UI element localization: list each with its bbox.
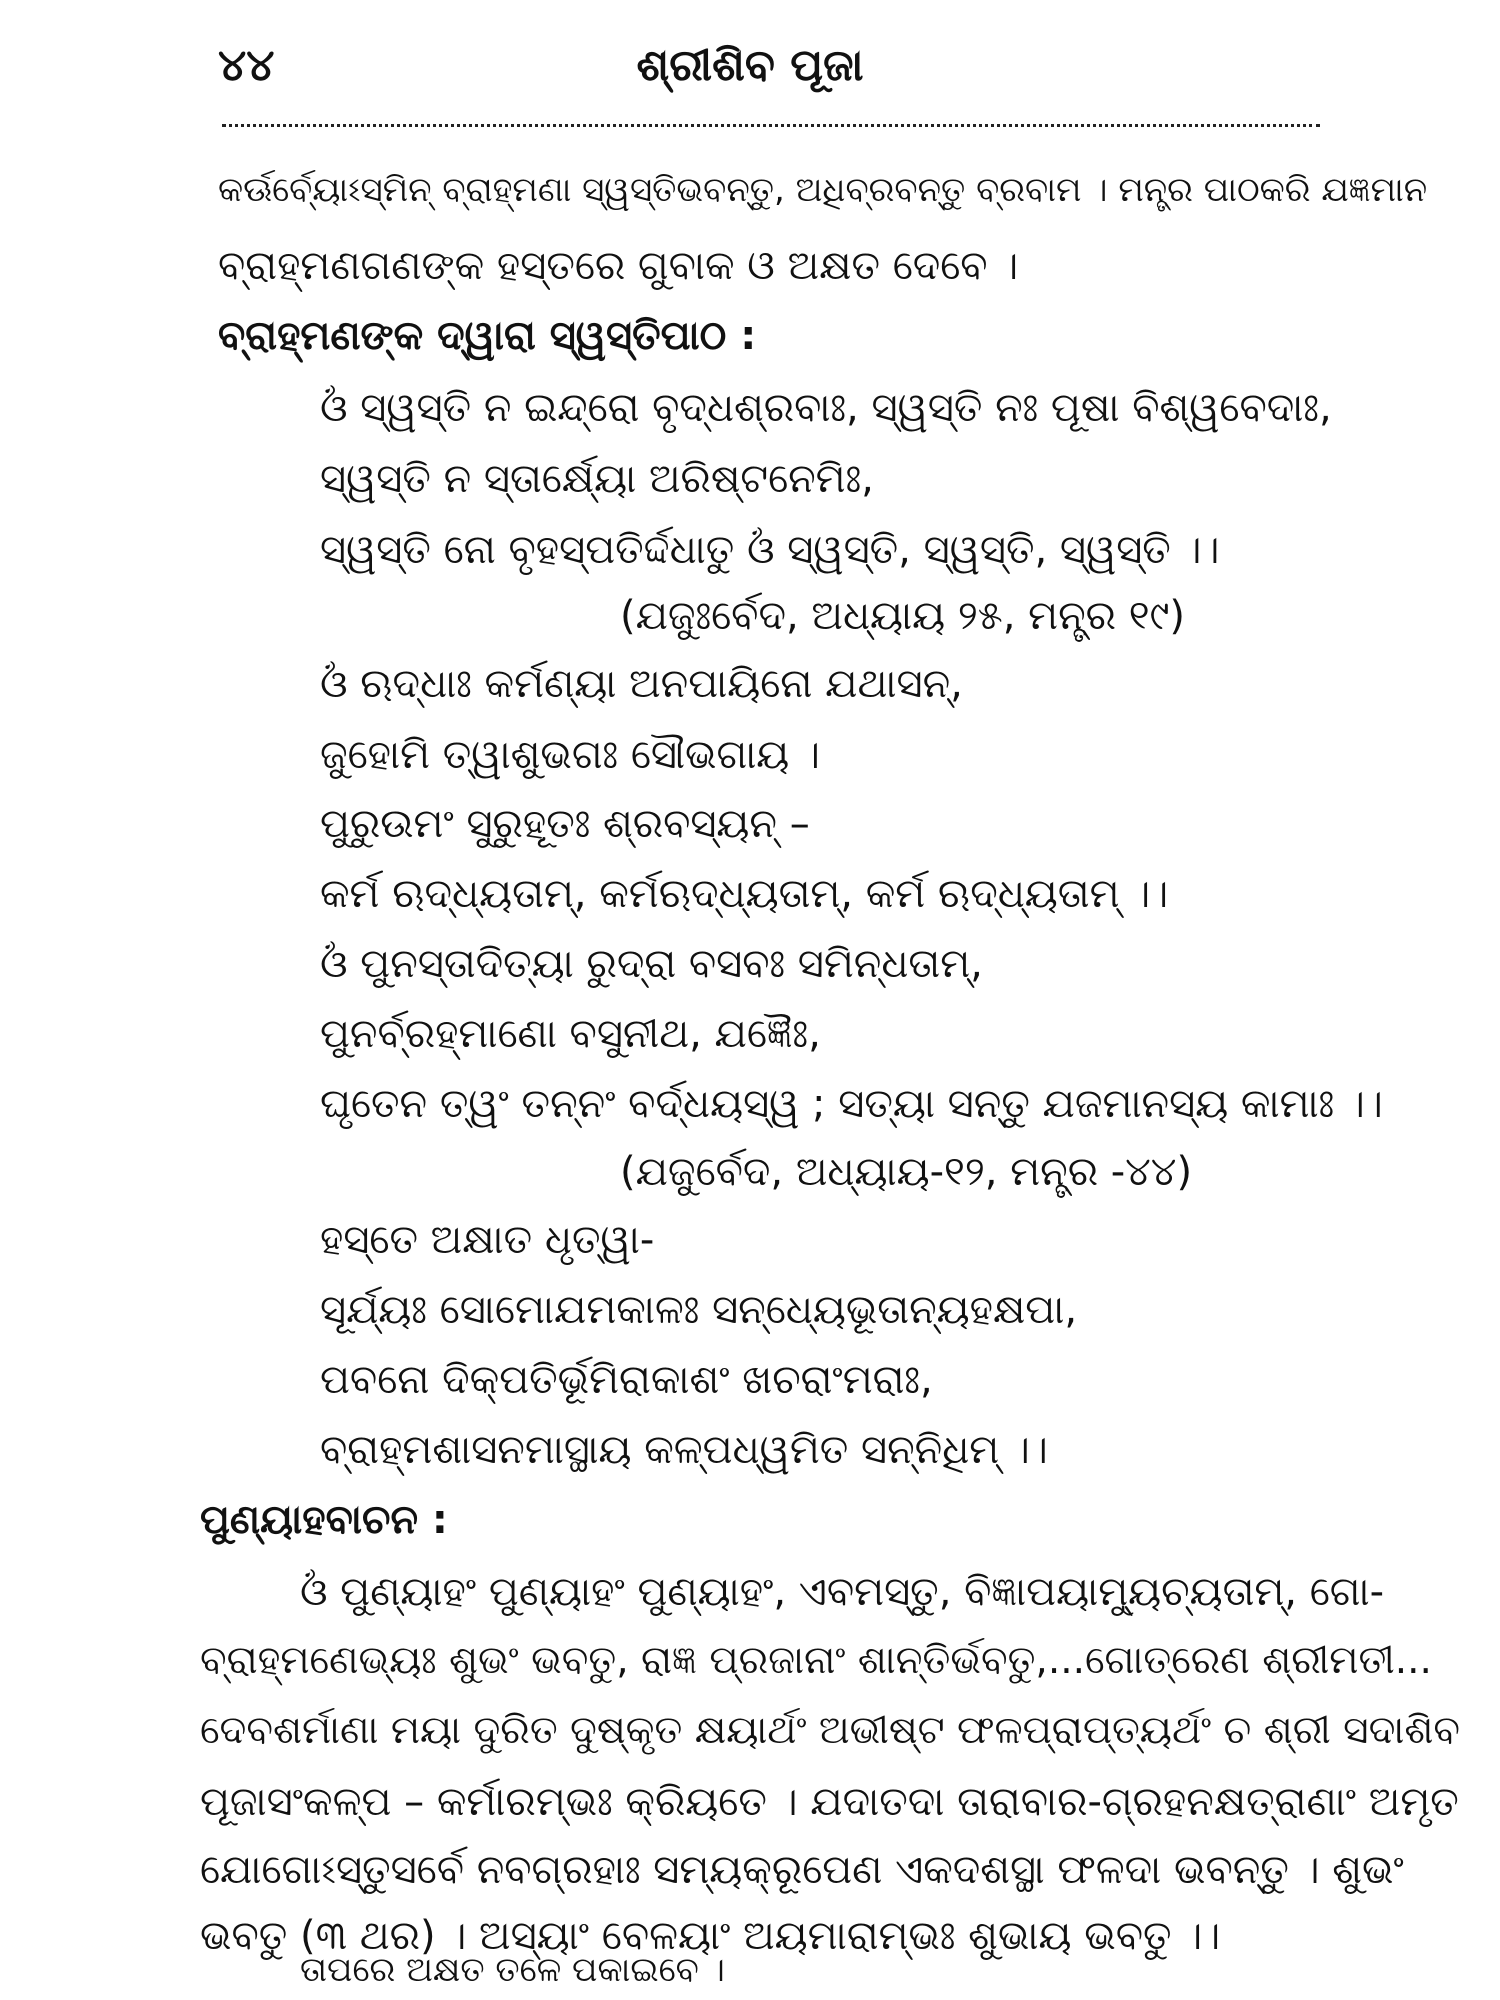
intro-line: ବ୍ରାହ୍ମଣଗଣଙ୍କ ହସ୍ତରେ ଗୁବାକ ଓ ଅକ୍ଷତ ଦେବେ । [218,243,1019,289]
verse-line: ଜୁହୋମି ତ୍ୱାଶୁଭଗଃ ସୌଭଗାୟ । [320,732,821,778]
verse-line: ହସ୍ତେ ଅକ୍ଷାତ ଧୃତ୍ୱା- [320,1217,655,1263]
verse-line: ସୂର୍ଯ୍ୟଃ ସୋମୋଯମକାଳଃ ସନ୍ଧ୍ୟେଭୂତାନ୍ୟହକ୍ଷପା, [320,1287,1078,1333]
paragraph-line: ଓଁ ପୁଣ୍ୟାହଂ ପୁଣ୍ୟାହଂ ପୁଣ୍ୟାହଂ, ଏବମସ୍ତୁ, ବିଜ୍ଞାପୟାମ୍ୟୁଚ୍ୟତାମ୍, ଗୋ- [300,1569,1385,1615]
header-dotted-rule [222,124,1320,127]
verse-line: ଘୃତେନ ତ୍ୱଂ ତନ୍ନଂ ବର୍ଦ୍ଧୟସ୍ୱ ; ସତ୍ୟା ସନ୍ତୁ ଯଜମାନସ୍ୟ କାମାଃ ।। [320,1081,1383,1127]
page-number: ୪୪ [218,40,275,91]
verse-line: ସ୍ୱସ୍ତି ନ ସ୍ତାର୍କ୍ଷ୍ୟୋ ଅରିଷ୍ଟନେମିଃ, [320,456,874,502]
verse-line: ଓଁ ପୁନସ୍ତାଦିତ୍ୟା ରୁଦ୍ରା ବସବଃ ସମିନ୍ଧତାମ୍, [320,941,983,987]
verse-line: ସ୍ୱସ୍ତି ନୋ ବୃହସ୍ପତିର୍ଦ୍ଦଧାତୁ ଓଁ ସ୍ୱସ୍ତି, ସ୍ୱସ୍ତି, ସ୍ୱସ୍ତି ।। [320,527,1220,573]
verse-line: ପବନୋ ଦିକ୍‌ପତିର୍ଭୂମିରାକାଶଂ ଖଚରାଂମରାଃ, [320,1357,933,1403]
paragraph-line: ପୂଜାସଂକଳ୍ପ – କର୍ମାରମ୍ଭଃ କ୍ରିୟତେ । ଯଦାତଦା ତାରାବାର-ଗ୍ରହନକ୍ଷତ୍ରାଣାଂ ଅମୃତ [200,1779,1459,1825]
verse-line: ପୁନର୍ବ୍ରହ୍ମାଣୋ ବସୁନୀଥ, ଯଜ୍ଞୈଃ, [320,1011,821,1057]
paragraph-line: ଯୋଗୋଽସ୍ତୁସର୍ବେ ନବଗ୍ରହାଃ ସମ୍ୟକ୍ରୂପେଣ ଏକଦଶସ୍ଥା ଫଳଦା ଭବନ୍ତୁ । ଶୁଭଂ [200,1847,1404,1893]
paragraph-line: ଦେବଶର୍ମାଣା ମୟା ଦୁରିତ ଦୁଷ୍କୃତ କ୍ଷୟାର୍ଥଂ ଅଭୀଷ୍ଟ ଫଳପ୍ରାପ୍ତ୍ୟର୍ଥଂ ଚ ଶ୍ରୀ ସଦାଶିବ [200,1708,1460,1753]
verse-line: କର୍ମ ଋଦ୍ଧ୍ୟତାମ୍, କର୍ମଋଦ୍ଧ୍ୟତାମ୍, କର୍ମ ଋଦ୍ଧ୍ୟତାମ୍ ।। [320,871,1169,917]
verse-line: ପୁରୁଉମଂ ସୁରୁହୂତଃ ଶ୍ରବସ୍ୟନ୍ – [320,801,810,847]
paragraph-line: ବ୍ରାହ୍ମଣେଭ୍ୟଃ ଶୁଭଂ ଭବତୁ, ରାଜ୍ଞ ପ୍ରଜାନାଂ ଶାନ୍ତିର୍ଭବତୁ,...ଗୋତ୍ରେଣ ଶ୍ରୀମତୀ... [200,1638,1432,1683]
verse-citation: (ଯଜୁର୍ବେଦ, ଅଧ୍ୟାୟ-୧୨, ମନ୍ତ୍ର -୪୪) [620,1149,1193,1195]
verse-citation: (ଯଜୁଃର୍ବେଦ, ଅଧ୍ୟାୟ ୨୫, ମନ୍ତ୍ର ୧୯) [620,593,1186,639]
verse-line: ବ୍ରାହ୍ମଶାସନମାସ୍ଥାୟ କଳ୍ପଧ୍ୱମିତ ସନ୍ନିଧିମ୍ ।। [320,1427,1048,1473]
verse-line: ଓଁ ସ୍ୱସ୍ତି ନ ଇନ୍ଦ୍ରୋ ବୃଦ୍ଧଶ୍ରବାଃ, ସ୍ୱସ୍ତି ନଃ ପୂଷା ବିଶ୍ୱବେଦାଃ, [320,385,1332,431]
intro-line: କର୍ଊର୍ବ୍ୟୋଽସ୍ମିନ୍ ବ୍ରାହ୍ମଣା ସ୍ୱସ୍ତିଭବନ୍ତୁ, ଅଧିବ୍ରବନ୍ତୁ ବ୍ରବାମ । ମନ୍ତ୍ର ପାଠକରି ଯଜ୍ଞମାନ [218,170,1428,210]
paragraph-line: ଭବତୁ (୩ ଥର) । ଅସ୍ୟାଂ ବେଳୟାଂ ଅୟମାରାମ୍ଭଃ ଶୁଭାୟ ଭବତୁ ।। [200,1913,1221,1959]
verse-line: ଓଁ ଋଦ୍ଧାଃ କର୍ମଣ୍ୟା ଅନପାୟିନୋ ଯଥାସନ୍, [320,661,963,707]
section-heading-punyahavachana: ପୁଣ୍ୟାହବାଚନ : [200,1497,448,1543]
running-title: ଶ୍ରୀଶିବ ପୂଜା [636,40,864,91]
closing-line: ତାପରେ ଅକ୍ଷତ ତଳେ ପକାଇବେ । [300,1950,725,1990]
section-heading-swasti: ବ୍ରାହ୍ମଣଙ୍କ ଦ୍ୱାରା ସ୍ୱସ୍ତିପାଠ : [218,313,757,359]
